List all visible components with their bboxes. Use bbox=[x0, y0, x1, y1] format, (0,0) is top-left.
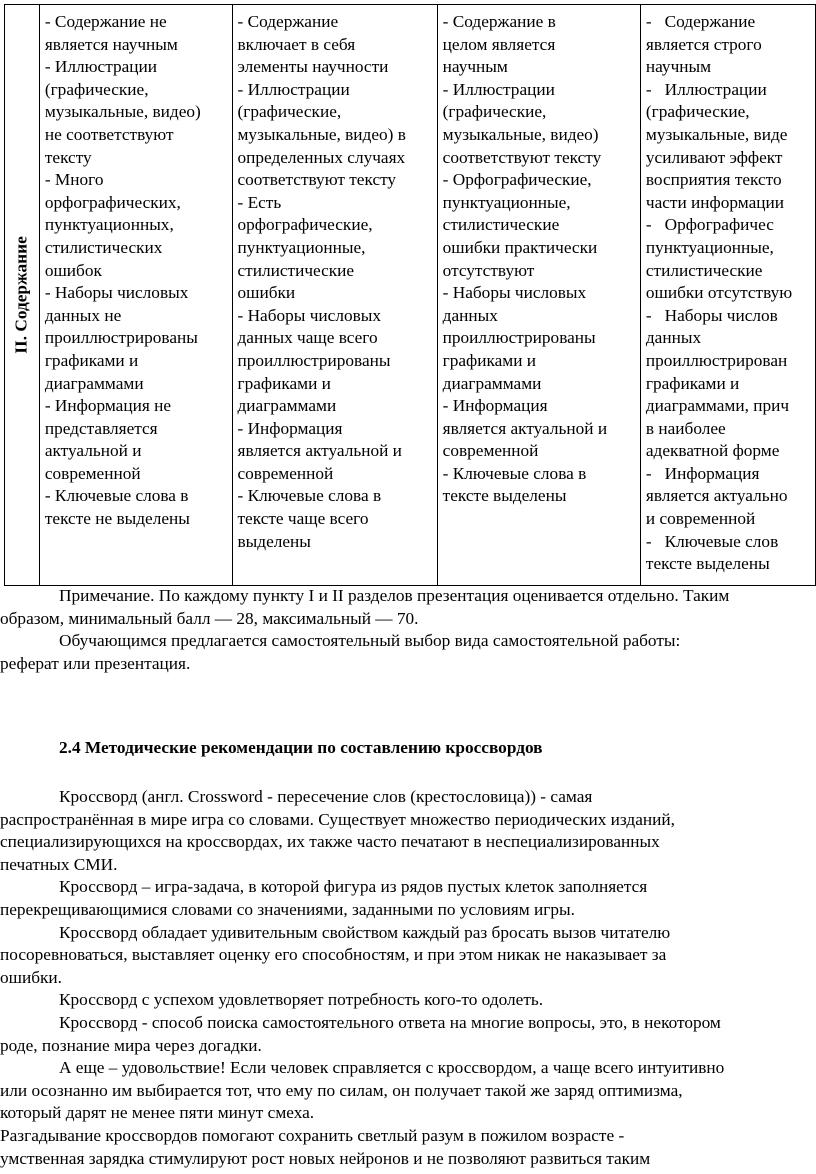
list-item: - Наборы числов данных проиллюстрирован графиками и диаграммами, прич в наиболее адекватной форме bbox=[645, 305, 790, 461]
text-line: распространённая в мире игра со словами. Существует множество периодических изданий, bbox=[0, 809, 675, 829]
criteria-cell bbox=[640, 5, 815, 586]
paragraph bbox=[0, 1012, 812, 1057]
list-item: - Орфографичес пунктуационные, стилистические ошибки отсутствую bbox=[645, 215, 793, 303]
text-line: Разгадывание кроссвордов помогают сохранить светлый разум в пожилом возрасте - bbox=[0, 1125, 625, 1145]
paragraph bbox=[0, 1125, 812, 1170]
list-item: - Иллюстрации (графические, музыкальные, видео) соответствуют тексту bbox=[442, 79, 602, 167]
text-line: Кроссворд – игра-задача, в которой фигура из рядов пустых клеток заполняется bbox=[59, 877, 648, 897]
paragraph bbox=[0, 989, 812, 1012]
text-line: специализирующихся на кроссвордах, их также часто печатают в неспециализированных bbox=[0, 832, 660, 852]
list-item: - Наборы числовых данных проиллюстрированы графиками и диаграммами bbox=[442, 283, 596, 393]
text-line: умственная зарядка стимулируют рост новых нейронов и не позволяют развиться таким bbox=[0, 1148, 651, 1168]
paragraph bbox=[0, 1057, 812, 1125]
body-text bbox=[0, 786, 812, 1170]
criteria-cell bbox=[437, 5, 640, 586]
note-block bbox=[0, 585, 812, 675]
list-item: - Иллюстрации (графические, музыкальные, видео) не соответствуют тексту bbox=[44, 57, 201, 167]
criteria-list bbox=[45, 11, 232, 531]
list-item: - Ключевые слова в тексте чаще всего выделены bbox=[237, 486, 382, 551]
text-line: который дарят не менее пяти минут смеха. bbox=[0, 1103, 315, 1123]
note-line: образом, минимальный балл — 28, максимальный — 70. bbox=[0, 608, 419, 628]
list-item: - Наборы числовых данных не проиллюстрированы графиками и диаграммами bbox=[44, 283, 198, 393]
list-item: - Информация является актуальной и современной bbox=[237, 418, 402, 483]
list-item: - Содержание является строго научным bbox=[645, 12, 762, 77]
paragraph bbox=[0, 922, 812, 990]
text-line: Кроссворд обладает удивительным свойством каждый раз бросать вызов читателю bbox=[59, 922, 671, 942]
list-item: - Орфографические, пунктуационные, стилистические ошибки практически отсутствуют bbox=[442, 170, 598, 280]
text-line: Кроссворд с успехом удовлетворяет потребность кого-то одолеть. bbox=[59, 990, 544, 1010]
criteria-cell bbox=[39, 5, 232, 586]
text-line: роде, познание мира через догадки. bbox=[0, 1035, 262, 1055]
list-item: - Много орфографических, пунктуационных, стилистических ошибок bbox=[44, 170, 181, 280]
criteria-list bbox=[443, 11, 640, 508]
list-item: - Ключевые слова в тексте выделены bbox=[442, 463, 587, 506]
list-item: - Иллюстрации (графические, музыкальные, видео) в определенных случаях соответствуют тексту bbox=[237, 79, 406, 190]
criteria-cell bbox=[232, 5, 437, 586]
text-line: А еще – удовольствие! Если человек справляется с кроссвордом, а чаще всего интуитивно bbox=[59, 1058, 725, 1078]
list-item: - Есть орфографические, пунктуационные, стилистические ошибки bbox=[237, 192, 373, 303]
text-line: или осознанно им выбирается тот, что ему по силам, он получает такой же заряд оптимизма, bbox=[0, 1080, 683, 1100]
row-header-label: II. Содержание bbox=[11, 236, 31, 354]
table-row bbox=[5, 5, 816, 586]
criteria-list bbox=[646, 11, 815, 576]
list-item: - Информация не представляется актуальной и современной bbox=[44, 396, 172, 483]
list-item: - Иллюстрации (графические, музыкальные, виде усиливают эффект восприятия тексто части информации bbox=[645, 79, 788, 212]
list-item: - Наборы числовых данных чаще всего проиллюстрированы графиками и диаграммами bbox=[237, 305, 391, 416]
criteria-list bbox=[238, 11, 437, 553]
choice-line: реферат или презентация. bbox=[0, 653, 191, 673]
text-line: перекрещивающимися словами со значениями, заданными по условиям игры. bbox=[0, 899, 575, 919]
text-line: Кроссворд - способ поиска самостоятельного ответа на многие вопросы, это, в некотором bbox=[59, 1012, 721, 1032]
text-line: печатных СМИ. bbox=[0, 854, 118, 874]
row-header-cell bbox=[5, 5, 40, 586]
note-line: Примечание. По каждому пункту I и II разделов презентация оценивается отдельно. Таким bbox=[59, 586, 730, 605]
section-heading: 2.4 Методические рекомендации по составлению кроссвордов bbox=[59, 738, 543, 757]
list-item: - Ключевые слова в тексте не выделены bbox=[44, 486, 190, 529]
criteria-table bbox=[4, 4, 816, 586]
list-item: - Содержание в целом является научным bbox=[442, 12, 556, 77]
list-item: - Содержание включает в себя элементы научности bbox=[237, 12, 389, 77]
text-line: ошибки. bbox=[0, 967, 62, 987]
paragraph bbox=[0, 786, 812, 876]
paragraph bbox=[0, 876, 812, 921]
text-line: посоревноваться, выставляет оценку его способностям, и при этом никак не наказывает за bbox=[0, 945, 667, 965]
list-item: - Информация является актуально и современной bbox=[645, 463, 788, 529]
text-line: Кроссворд (англ. Crossword - пересечение слов (крестословица)) - самая bbox=[59, 787, 593, 806]
list-item: - Информация является актуальной и современной bbox=[442, 396, 608, 461]
choice-line: Обучающимся предлагается самостоятельный выбор вида самостоятельной работы: bbox=[59, 631, 681, 651]
list-item: - Содержание не является научным bbox=[44, 12, 178, 54]
list-item: - Ключевые слов тексте выделены bbox=[645, 531, 779, 574]
